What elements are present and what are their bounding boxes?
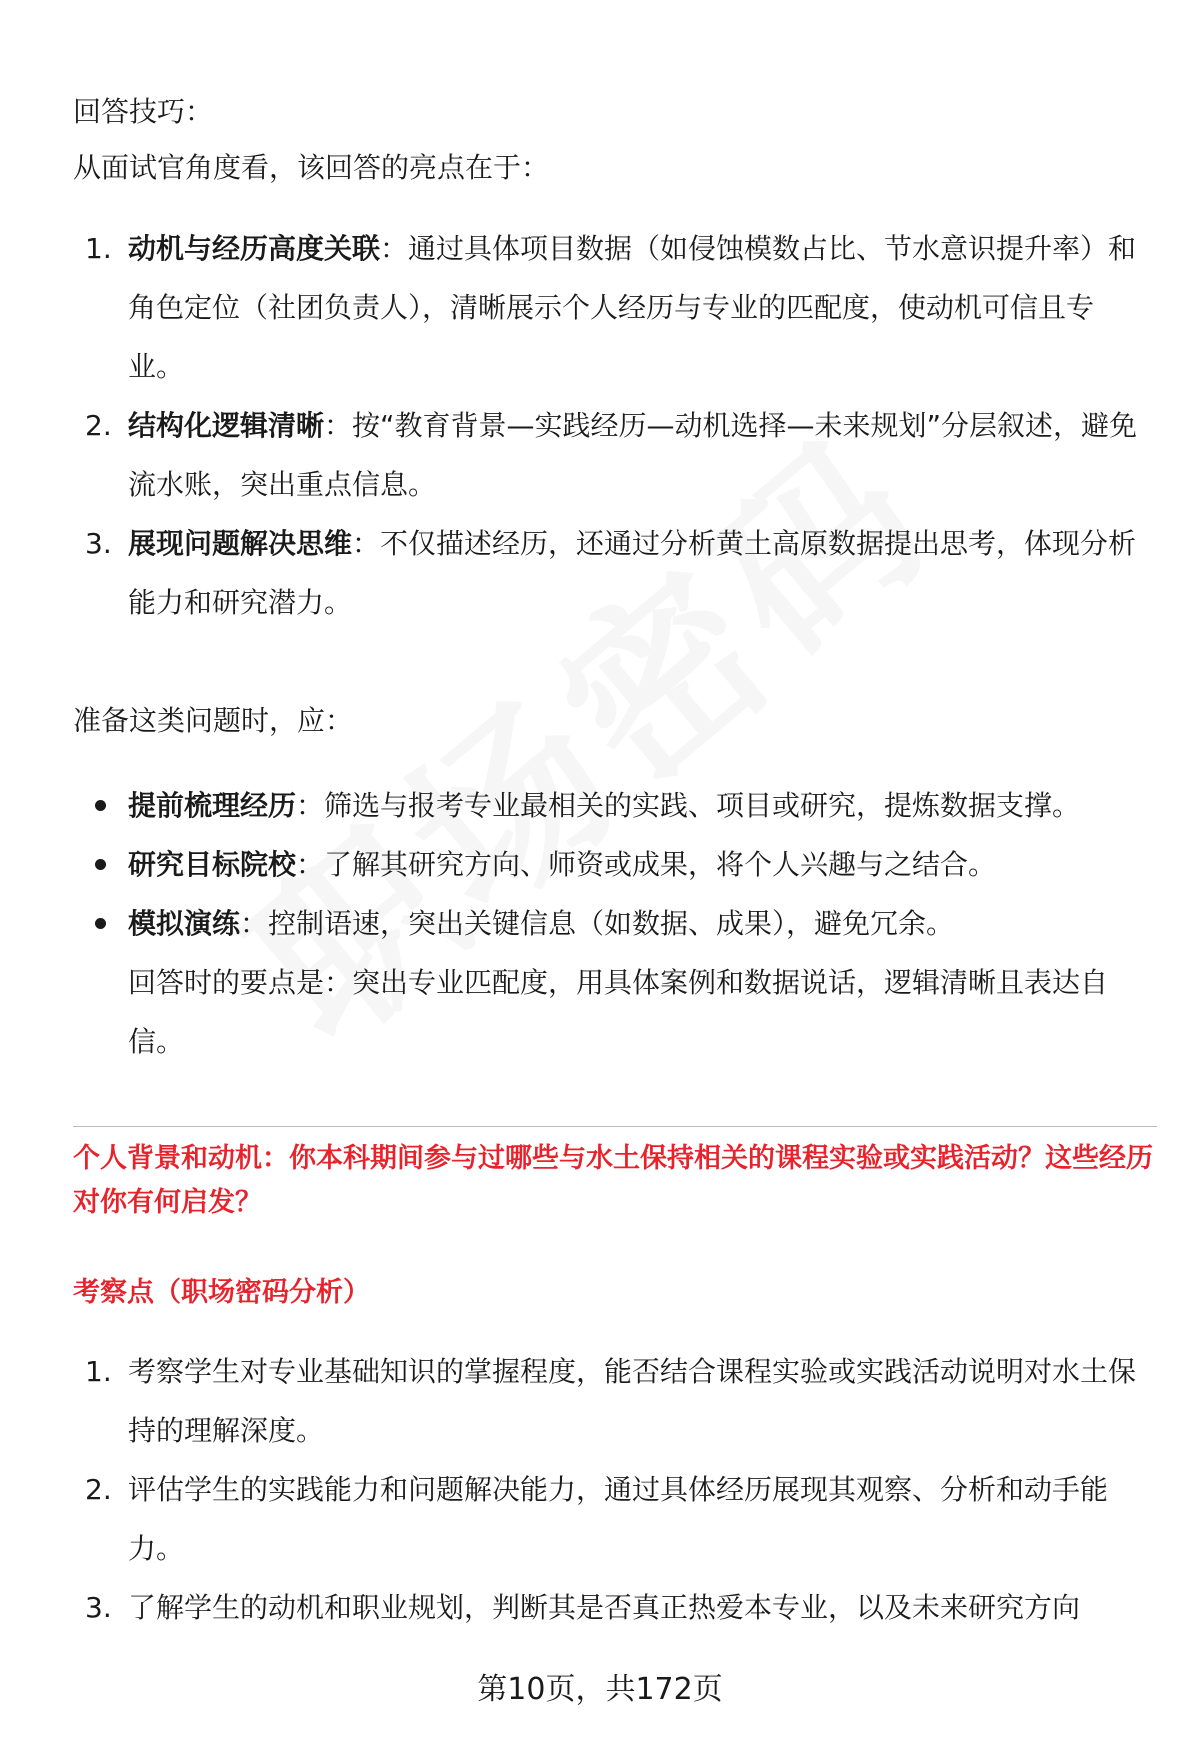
- question-heading: 个人背景和动机：你本科期间参与过哪些与水土保持相关的课程实验或实践活动？这些经历对你有何启发？: [73, 1143, 1153, 1218]
- prepare-intro: 准备这类问题时，应：: [73, 704, 354, 737]
- list-item: 2. 评估学生的实践能力和问题解决能力，通过具体经历展现其观察、分析和动手能力。: [85, 1473, 1109, 1565]
- list-item: 提前梳理经历：筛选与报考专业最相关的实践、项目或研究，提炼数据支撑。: [73, 776, 1148, 835]
- answer-tips-label: 回答技巧：: [73, 95, 214, 128]
- list-item: 3. 展现问题解决思维：不仅描述经历，还通过分析黄土高原数据提出思考，体现分析能力和研究潜力。: [85, 527, 1137, 619]
- list-item: 1. 动机与经历高度关联：通过具体项目数据（如侵蚀模数占比、节水意识提升率）和角色定位（社团负责人），清晰展示个人经历与专业的匹配度，使动机可信且专业。: [85, 232, 1137, 383]
- list-item: 模拟演练：控制语速，突出关键信息（如数据、成果），避免冗余。 回答时的要点是：突出专业匹配度，用具体案例和数据说话，逻辑清晰且表达自信。: [73, 894, 1148, 1071]
- list-item: 1. 考察学生对专业基础知识的掌握程度，能否结合课程实验或实践活动说明对水土保持的理解深度。: [85, 1355, 1137, 1447]
- bullet-icon: [95, 800, 106, 811]
- list-item: 3. 了解学生的动机和职业规划，判断其是否真正热爱本专业，以及未来研究方向: [85, 1591, 1081, 1624]
- focus-list: [73, 1342, 1148, 1637]
- answer-tips-intro: 从面试官角度看，该回答的亮点在于：: [73, 151, 550, 184]
- list-item: 2. 结构化逻辑清晰：按“教育背景—实践经历—动机选择—未来规划”分层叙述，避免流水账，突出重点信息。: [85, 409, 1138, 501]
- prepare-list: [73, 776, 1148, 1071]
- bullet-icon: [95, 859, 106, 870]
- bullet-icon: [95, 918, 106, 929]
- list-item: 研究目标院校：了解其研究方向、师资或成果，将个人兴趣与之结合。: [73, 835, 1148, 894]
- section-divider: [73, 1126, 1157, 1127]
- summary-text: 回答时的要点是：突出专业匹配度，用具体案例和数据说话，逻辑清晰且表达自信。: [128, 966, 1109, 1058]
- answer-highlights-list: [73, 219, 1148, 632]
- page-number: 第10页，共172页: [477, 1672, 723, 1707]
- focus-heading: 考察点（职场密码分析）: [73, 1277, 370, 1308]
